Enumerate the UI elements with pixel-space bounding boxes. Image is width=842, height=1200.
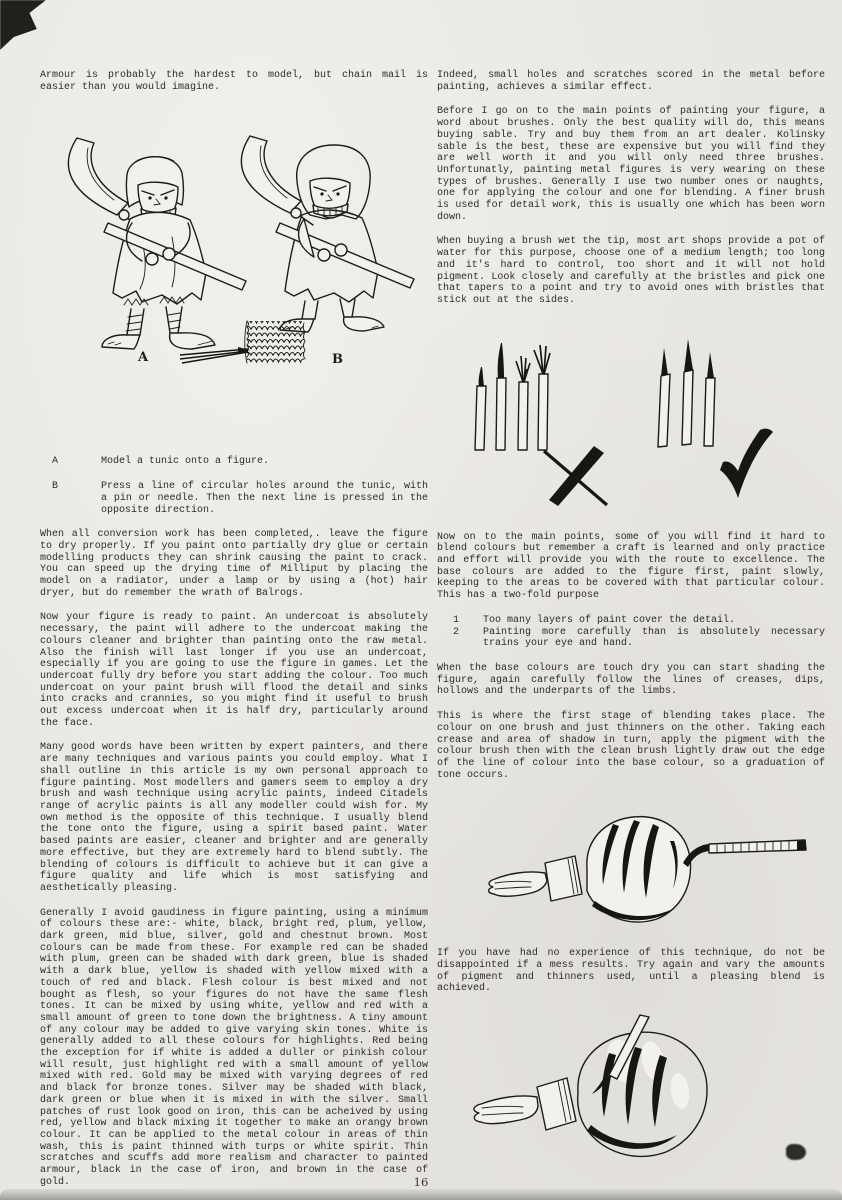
- paint-brush: [683, 840, 806, 867]
- paragraph-retry: If you have had no experience of this technique, do not be disappointed if a mess results. Try again and vary the amounts of pigment and thinners used, until a pleasing blend is achieved.: [437, 948, 825, 995]
- left-column: [40, 70, 428, 1188]
- caption-b: [40, 481, 428, 516]
- draped-sleeve-brush-illustration: [437, 813, 813, 935]
- paragraph-blending: This is where the first stage of blending takes place. The colour on one brush and just thinners on the other. Taking each crease and area of shadow in turn, apply the pigment with the colour brush then with the clean brush lightly draw out the edge of the line of colour into the base colour, so a graduation of tone occurs.: [437, 711, 825, 781]
- orc-a-label: A: [138, 350, 149, 366]
- paint-brush: [592, 1015, 649, 1094]
- paragraph-undercoat: Now your figure is ready to paint. An undercoat is absolutely necessary, the paint will adhere to the undercoat making the colours cleaner and brighter than painting onto the raw metal. Also the finish will last longer if you use an undercoat, especially if you are going to use the figure in games. Let the undercoat fully dry before you start adding the colour. Too much undercoat on your paint brush will flood the detail and sinks into cracks and crannies, so you might find it useful to brush out excess undercoat when it is half dry, particularly around the face.: [40, 612, 428, 729]
- hand: [489, 872, 547, 896]
- draped-sleeve: [587, 817, 691, 922]
- orc-b-staff: [276, 223, 414, 288]
- paragraph-conversion-drying: When all conversion work has been completed,. leave the figure to dry properly. If you paint onto partially dry glue or certain modelling products they can shrink causing the paint to crack. You can speed up the drying time of Milliput by placing the model on a radiator, under a lamp or by using a (hot) hair dryer, but do remember the wrath of Balrogs.: [40, 529, 428, 599]
- paragraph-holes-scratches: Indeed, small holes and scratches scored in the metal before painting, achieves a similar effect.: [437, 70, 825, 93]
- orc-figure-b: [241, 136, 414, 332]
- checkmark-icon: [720, 428, 773, 497]
- draped-sleeve: [578, 1032, 707, 1156]
- orc-a-feet: [102, 335, 140, 349]
- caption-a-label: A: [52, 456, 59, 468]
- caption-b-label: B: [52, 481, 59, 493]
- paragraph-about-brushes: Before I go on to the main points of painting your figure, a word about brushes. Only the best quality will do, this means buying sable. Try and buy them from an art dealer. Kolinsky sable is the best, these are expensive but you will find they are well worth it and you will only need three brushes. Unfortunatly, painting metal figures is very wearing on these types of brushes. Generally I use two number ones or naughts, one for applying the colour and one for blending. A finer brush is used for detail work, this is usually one which has been worn down.: [437, 106, 825, 223]
- page-bottom-edge-shadow: [0, 1189, 842, 1200]
- paragraph-shading: When the base colours are touch dry you can start shading the figure, again carefully follow the lines of creases, dips, hollows and the underparts of the limbs.: [437, 662, 825, 698]
- list-item-2-text: Painting more carefully than is absolutely necessary trains your eye and hand.: [483, 626, 825, 650]
- paragraph-armour-intro: Armour is probably the hardest to model, but chain mail is easier than you would imagine.: [40, 70, 428, 93]
- stippled-sleeve-brush-illustration: [437, 1013, 787, 1173]
- paragraph-colour-mixing: Generally I avoid gaudiness in figure painting, using a minimum of colours these are:- white, black, bright red, plum, yellow, dark green, mid blue, silver, gold and chestnut brown. Most colours can be made from these. For example red can be shaded with plum, green can be shaded with dark green, blue is shaded with a dark blue, yellow is shaded with yellow mixed with a touch of red and black. Flesh colour is best mixed and not bought as flesh, so your figures do not have the same flesh tones. It can be mixed by using white, yellow and red with a small amount of green to tone down the brightness. A tiny amount of any colour may be added to give varying skin tones. White is generally added to all these colours for highlights. Red being the exception for if white is added a duller or pinkish colour will result, just highlight red with a small amount of yellow mixed with red. Gold may be mixed with varying degrees of red and black for bronze tones. Silver may be shaded with black, dark green or blue when it is mixed in with the silver. Small patches of rust look good on iron, this can be acheived by using red, yellow and black mixing it together to make an orangy brown colour. It can be applied to the metal colour in areas of thin wash, this is paint thinned with turps or white spirit. Thin scratches and scuffs add more realism and character to painted armour, black in the case of iron, and brown in the case of gold.: [40, 907, 428, 1188]
- brush-tips-illustration: [437, 334, 813, 519]
- paragraph-buying-brush: When buying a brush wet the tip, most art shops provide a pot of water for this purpose, choose one of a medium length; too long and it's hard to control, too short and it will not hold pigment. Look closely and carefully at the bristles and pick one that tapers to a point and try to avoid ones with bristles that stick out at the sides.: [437, 236, 825, 306]
- orc-b-label: B: [332, 352, 343, 368]
- paragraph-main-points: Now on to the main points, some of you will find it hard to blend colours but remember a craft is learned and only practice and effort will provide you with the route to excellence. The base colours are added to the figure first, paint slowly, keeping to the areas to be covered with that particular colour. This has a two-fold purpose: [437, 531, 825, 602]
- figure-captions: [40, 456, 428, 516]
- bad-brushes-group: [475, 343, 550, 450]
- paragraph-techniques: Many good words have been written by expert painters, and there are many techniques and various paints you could employ. What I shall outline in this article is my own personal approach to figure painting. Most modellers and gamers seem to employ a dry brush and wash technique using acrylic paints, indeed Citadels range of acrylic paints is all any modeller could wish for. My own method is the opposite of this technique. I usually blend the tone onto the figure, using a spirit based paint. Water based paints are easier, cleaner and brighter and are generally more effective, but they are extremely hard to blend subtly. The blending of colours is difficult to achieve but it can give a figure quality and life which is most satisfying and aesthetically pleasing.: [40, 742, 428, 894]
- x-mark-icon: [544, 446, 607, 506]
- page-number: 16: [413, 1175, 429, 1189]
- caption-b-text: Press a line of circular holes around the tunic, with a pin or needle. Then the next line is pressed in the opposite direction.: [101, 481, 428, 516]
- sleeve-cuff: [537, 1078, 576, 1130]
- right-column: [437, 70, 825, 1173]
- two-fold-purpose-list: [437, 615, 825, 650]
- scimitar-blade-b: [241, 136, 301, 213]
- list-item-2: [437, 627, 825, 650]
- sleeve-cuff: [545, 856, 582, 901]
- orc-figures-illustration: [42, 123, 416, 368]
- scimitar-blade-a: [68, 138, 128, 215]
- list-item-1-text: Too many layers of paint cover the detail.: [483, 614, 736, 626]
- scan-corner-artifact: [0, 0, 46, 50]
- good-brushes-group: [658, 339, 715, 447]
- list-item-1: [437, 615, 825, 627]
- caption-a: [40, 456, 428, 468]
- caption-a-text: Model a tunic onto a figure.: [101, 456, 270, 468]
- list-item-1-number: 1: [453, 614, 460, 626]
- orc-b-tunic: [285, 210, 378, 302]
- scan-smudge-artifact: [786, 1144, 806, 1160]
- orc-figure-a: [68, 138, 246, 349]
- hand: [474, 1096, 538, 1124]
- list-item-2-number: 2: [453, 626, 460, 638]
